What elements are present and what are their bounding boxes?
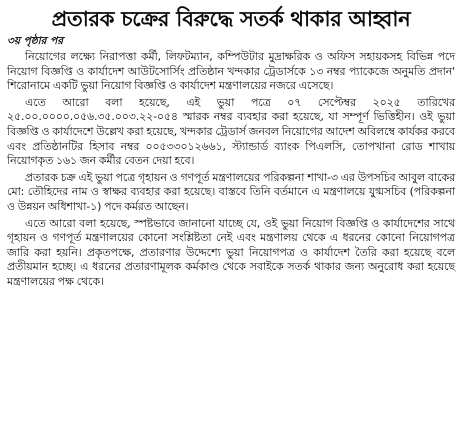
paragraph-3: প্রতারক চক্র এই ভুয়া পত্রে গৃহায়ন ও গণপূর্ত মন্ত্রণালয়ের পরিকল্পনা শাখা-৩ এর উপসচিব আবুল বাকের মো: তৌহিদের নাম ও স্বাক্ষর ব্যবহার করা হয়েছে। বাস্তবে তিনি বর্তমানে এ মন্ত্রণালয়ে যুগ্মসচিব (পরিকল্পনা ও উন্নয়ন অধিশাখা-১) পদে কর্মরত আছেন।: [7, 170, 455, 213]
paragraph-4: এতে আরো বলা হয়েছে, স্পষ্টভাবে জানানো যাচ্ছে যে, ওই ভুয়া নিয়োগ বিজ্ঞপ্তি ও কার্যাদেশের সাথে গৃহায়ন ও গণপূর্ত মন্ত্রণালয়ের কোনো সংশ্লিষ্টতা নেই এবং মন্ত্রণালয় থেকে এ ধরনের কোনো নিয়োগপত্র জারি করা হয়নি। প্রকৃতপক্ষে, প্রতারণার উদ্দেশ্যে ভুয়া নিয়োগপত্র ও কার্যাদেশ তৈরি করা হয়েছে বলে প্রতীয়মান হচ্ছে। এ ধরনের প্রতারণামূলক কর্মকাণ্ড থেকে সবাইকে সতর্ক থাকার জন্য অনুরোধ করা হয়েছে মন্ত্রণালয়ের পক্ষ থেকে।: [7, 216, 455, 288]
paragraph-2: এতে আরো বলা হয়েছে, এই ভুয়া পত্রে ০৭ সেপ্টেম্বর ২০২৫ তারিখের ২৫.০০.০০০০.০৫৬.৩৫.০০৩.২২-০৫৪ স্মারক নম্বর ব্যবহার করা হয়েছে, যা সম্পূর্ণ ভিত্তিহীন। ওই ভুয়া বিজ্ঞপ্তি ও কার্যাদেশে উল্লেখ করা হয়েছে, খন্দকার ট্রেডার্স জনবল নিয়োগের আদেশ অবিলম্বে কার্যকর করবে এবং প্রতিষ্ঠানটির হিসাব নম্বর ০০৫৩৩০১২৬৬১, স্ট্যান্ডার্ড ব্যাংক পিএলসি, তোপখানা রোড শাখায় নিয়োগকৃত ১৬১ জন কর্মীর বেতন দেয়া হবে।: [7, 95, 455, 168]
article-body: [7, 50, 455, 290]
headline: প্রতারক চক্রের বিরুদ্ধে সতর্ক থাকার আহ্বান: [51, 7, 411, 31]
continued-from-label: ৩য় পৃষ্ঠার পর: [7, 35, 64, 47]
paragraph-1: নিয়োগের লক্ষ্যে নিরাপত্তা কর্মী, লিফটম্যান, কম্পিউটার মুদ্রাক্ষরিক ও অফিস সহায়কসহ বিভিন্ন পদে নিয়োগ বিজ্ঞপ্তি ও কার্যাদেশ আউটসোর্সিং প্রতিষ্ঠান খন্দকার ট্রেডার্সকে ১৩ নম্বর প্যাকেজে অনুমতি প্রদান' শিরোনামে একটি ভুয়া নিয়োগ বিজ্ঞপ্তি ও কার্যাদেশ মন্ত্রণালয়ের নজরে এসেছে।: [7, 50, 455, 93]
